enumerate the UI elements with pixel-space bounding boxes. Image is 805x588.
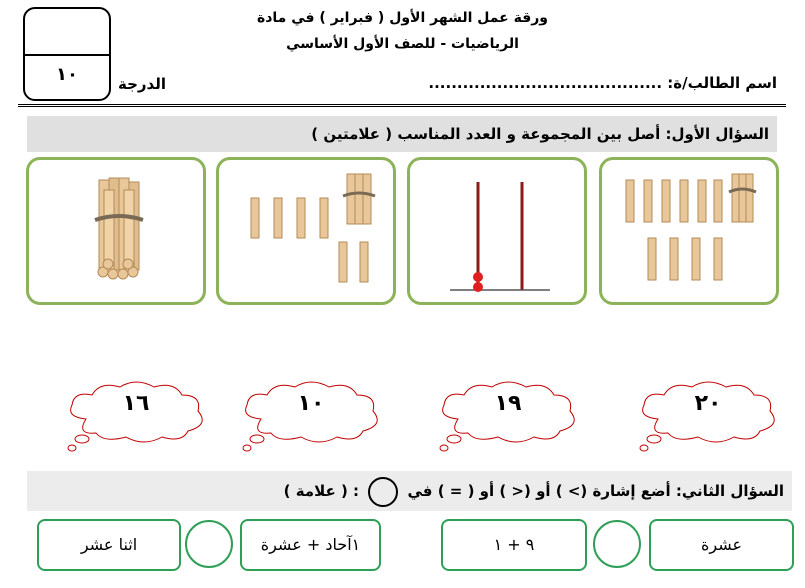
cloud-icon <box>428 377 588 455</box>
picture-card-abacus <box>407 157 587 305</box>
answer-box-ten: عشرة <box>649 519 794 571</box>
cloud-number: ١٩ <box>494 391 522 416</box>
loose-sticks-icon <box>219 160 393 302</box>
bundle-sticks-icon <box>29 160 203 302</box>
question-1-title: السؤال الأول: أصل بين المجموعة و العدد المناسب ( علامتين ) <box>27 116 777 152</box>
abacus-icon <box>410 160 584 302</box>
cloud-number: ١٠ <box>297 391 325 416</box>
comparison-circle-1[interactable] <box>593 520 641 568</box>
question-2-title-bar <box>27 471 792 511</box>
grade-label: الدرجة <box>118 75 166 93</box>
student-name-field: اسم الطالب/ة: ......................................... <box>428 74 777 92</box>
picture-card-sticks-group-a <box>216 157 396 305</box>
number-cloud-20 <box>628 377 788 455</box>
number-cloud-16 <box>56 377 216 455</box>
cloud-icon <box>56 377 216 455</box>
picture-card-sticks-group-b <box>599 157 779 305</box>
answer-box-nine-plus-one: ٩ + ١ <box>441 519 587 571</box>
cloud-icon <box>628 377 788 455</box>
comparison-circle-2[interactable] <box>185 520 233 568</box>
score-box <box>23 7 111 101</box>
worksheet-title: ورقة عمل الشهر الأول ( فبراير ) في مادة <box>256 10 549 26</box>
loose-sticks-icon <box>602 160 776 302</box>
question-2-title-end: : ( علامة ) <box>283 482 360 500</box>
header-divider <box>18 104 786 107</box>
cloud-icon <box>231 377 391 455</box>
question-2-title: السؤال الثاني: أضع إشارة (> ) أو (< ) أو ( = ) في <box>407 482 784 500</box>
worksheet-subtitle: الرياضيات - للصف الأول الأساسي <box>286 36 519 52</box>
cloud-number: ٢٠ <box>694 391 722 416</box>
number-cloud-19 <box>428 377 588 455</box>
number-cloud-10 <box>231 377 391 455</box>
score-total: ١٠ <box>56 64 78 85</box>
answer-box-ones-plus-ten: ١آحاد + عشرة <box>240 519 381 571</box>
answer-circle-icon <box>368 477 398 507</box>
answer-box-twelve: اثنا عشر <box>37 519 181 571</box>
picture-card-bundle-of-ten <box>26 157 206 305</box>
cloud-number: ١٦ <box>122 391 150 416</box>
